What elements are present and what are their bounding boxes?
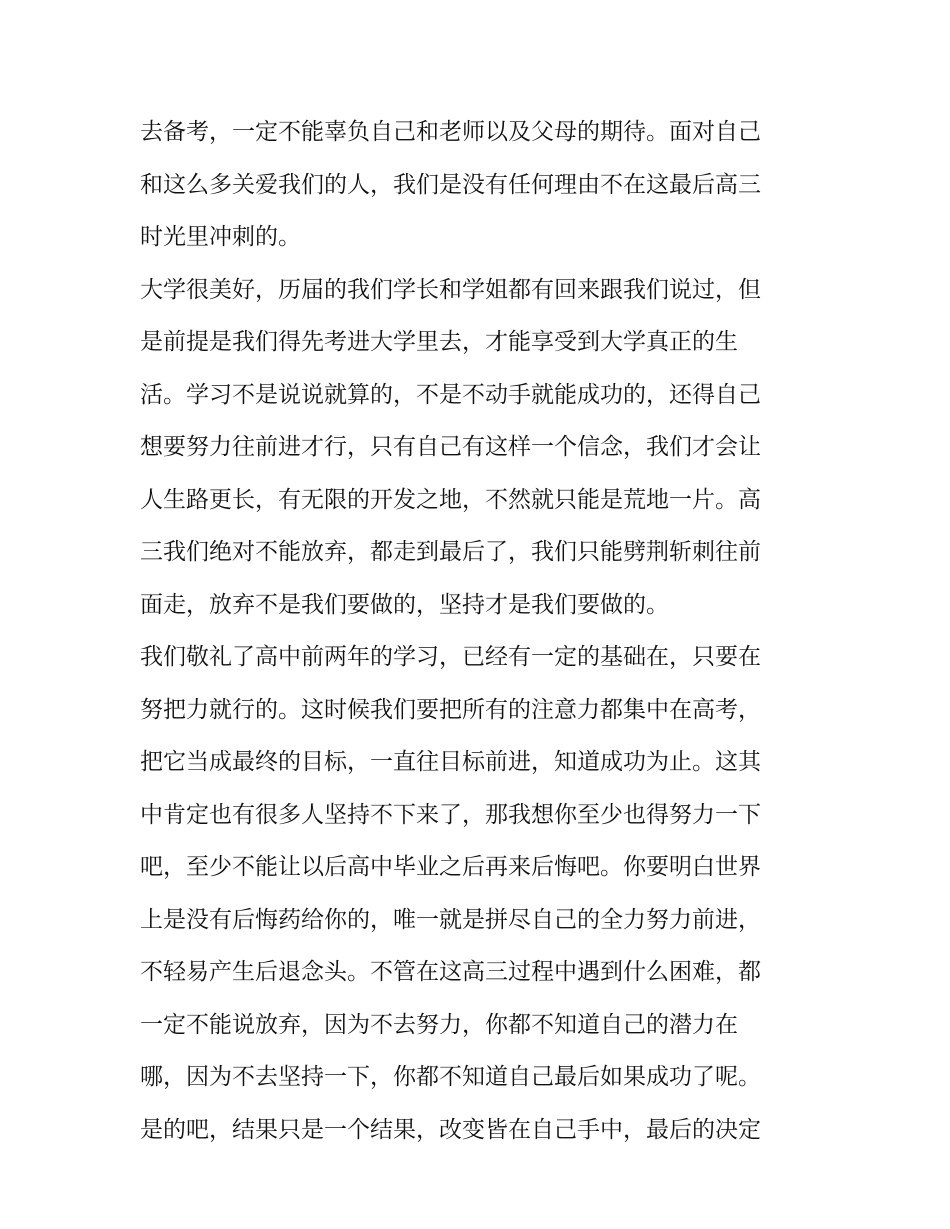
text-line: 一定不能说放弃，因为不去努力，你都不知道自己的潜力在 bbox=[140, 1011, 738, 1038]
body-text bbox=[140, 106, 820, 1156]
text-line: 去备考，一定不能辜负自己和老师以及父母的期待。面对自己 bbox=[140, 119, 761, 145]
text-line: 面走，放弃不是我们要做的，坚持才是我们要做的。 bbox=[140, 591, 669, 618]
text-line: 和这么多关爱我们的人，我们是没有任何理由不在这最后高三 bbox=[140, 171, 761, 198]
text-line: 大学很美好，历届的我们学长和学姐都有回来跟我们说过，但 bbox=[140, 276, 761, 303]
text-line: 把它当成最终的目标，一直往目标前进，知道成功为止。这其 bbox=[140, 749, 761, 775]
text-line: 想要努力往前进才行，只有自己有这样一个信念，我们才会让 bbox=[140, 434, 761, 460]
text-line: 活。学习不是说说就算的，不是不动手就能成功的，还得自己 bbox=[140, 381, 761, 408]
text-line: 哪，因为不去坚持一下，你都不知道自己最后如果成功了呢。 bbox=[140, 1064, 761, 1090]
text-line: 是的吧，结果只是一个结果，改变皆在自己手中，最后的决定 bbox=[140, 1116, 761, 1143]
text-line: 人生路更长，有无限的开发之地，不然就只能是荒地一片。高 bbox=[140, 486, 761, 513]
text-line: 吧，至少不能让以后高中毕业之后再来后悔吧。你要明白世界 bbox=[140, 854, 761, 880]
text-line: 三我们绝对不能放弃，都走到最后了，我们只能劈荆斩刺往前 bbox=[140, 539, 761, 565]
text-line: 是前提是我们得先考进大学里去，才能享受到大学真正的生 bbox=[140, 329, 738, 355]
text-line: 时光里冲刺的。 bbox=[140, 224, 301, 250]
text-line: 上是没有后悔药给你的，唯一就是拼尽自己的全力努力前进， bbox=[140, 906, 761, 933]
text-line: 中肯定也有很多人坚持不下来了，那我想你至少也得努力一下 bbox=[140, 801, 761, 828]
text-line: 我们敬礼了高中前两年的学习，已经有一定的基础在，只要在 bbox=[140, 644, 761, 670]
text-line: 努把力就行的。这时候我们要把所有的注意力都集中在高考， bbox=[140, 696, 761, 723]
text-line: 不轻易产生后退念头。不管在这高三过程中遇到什么困难，都 bbox=[140, 959, 761, 985]
